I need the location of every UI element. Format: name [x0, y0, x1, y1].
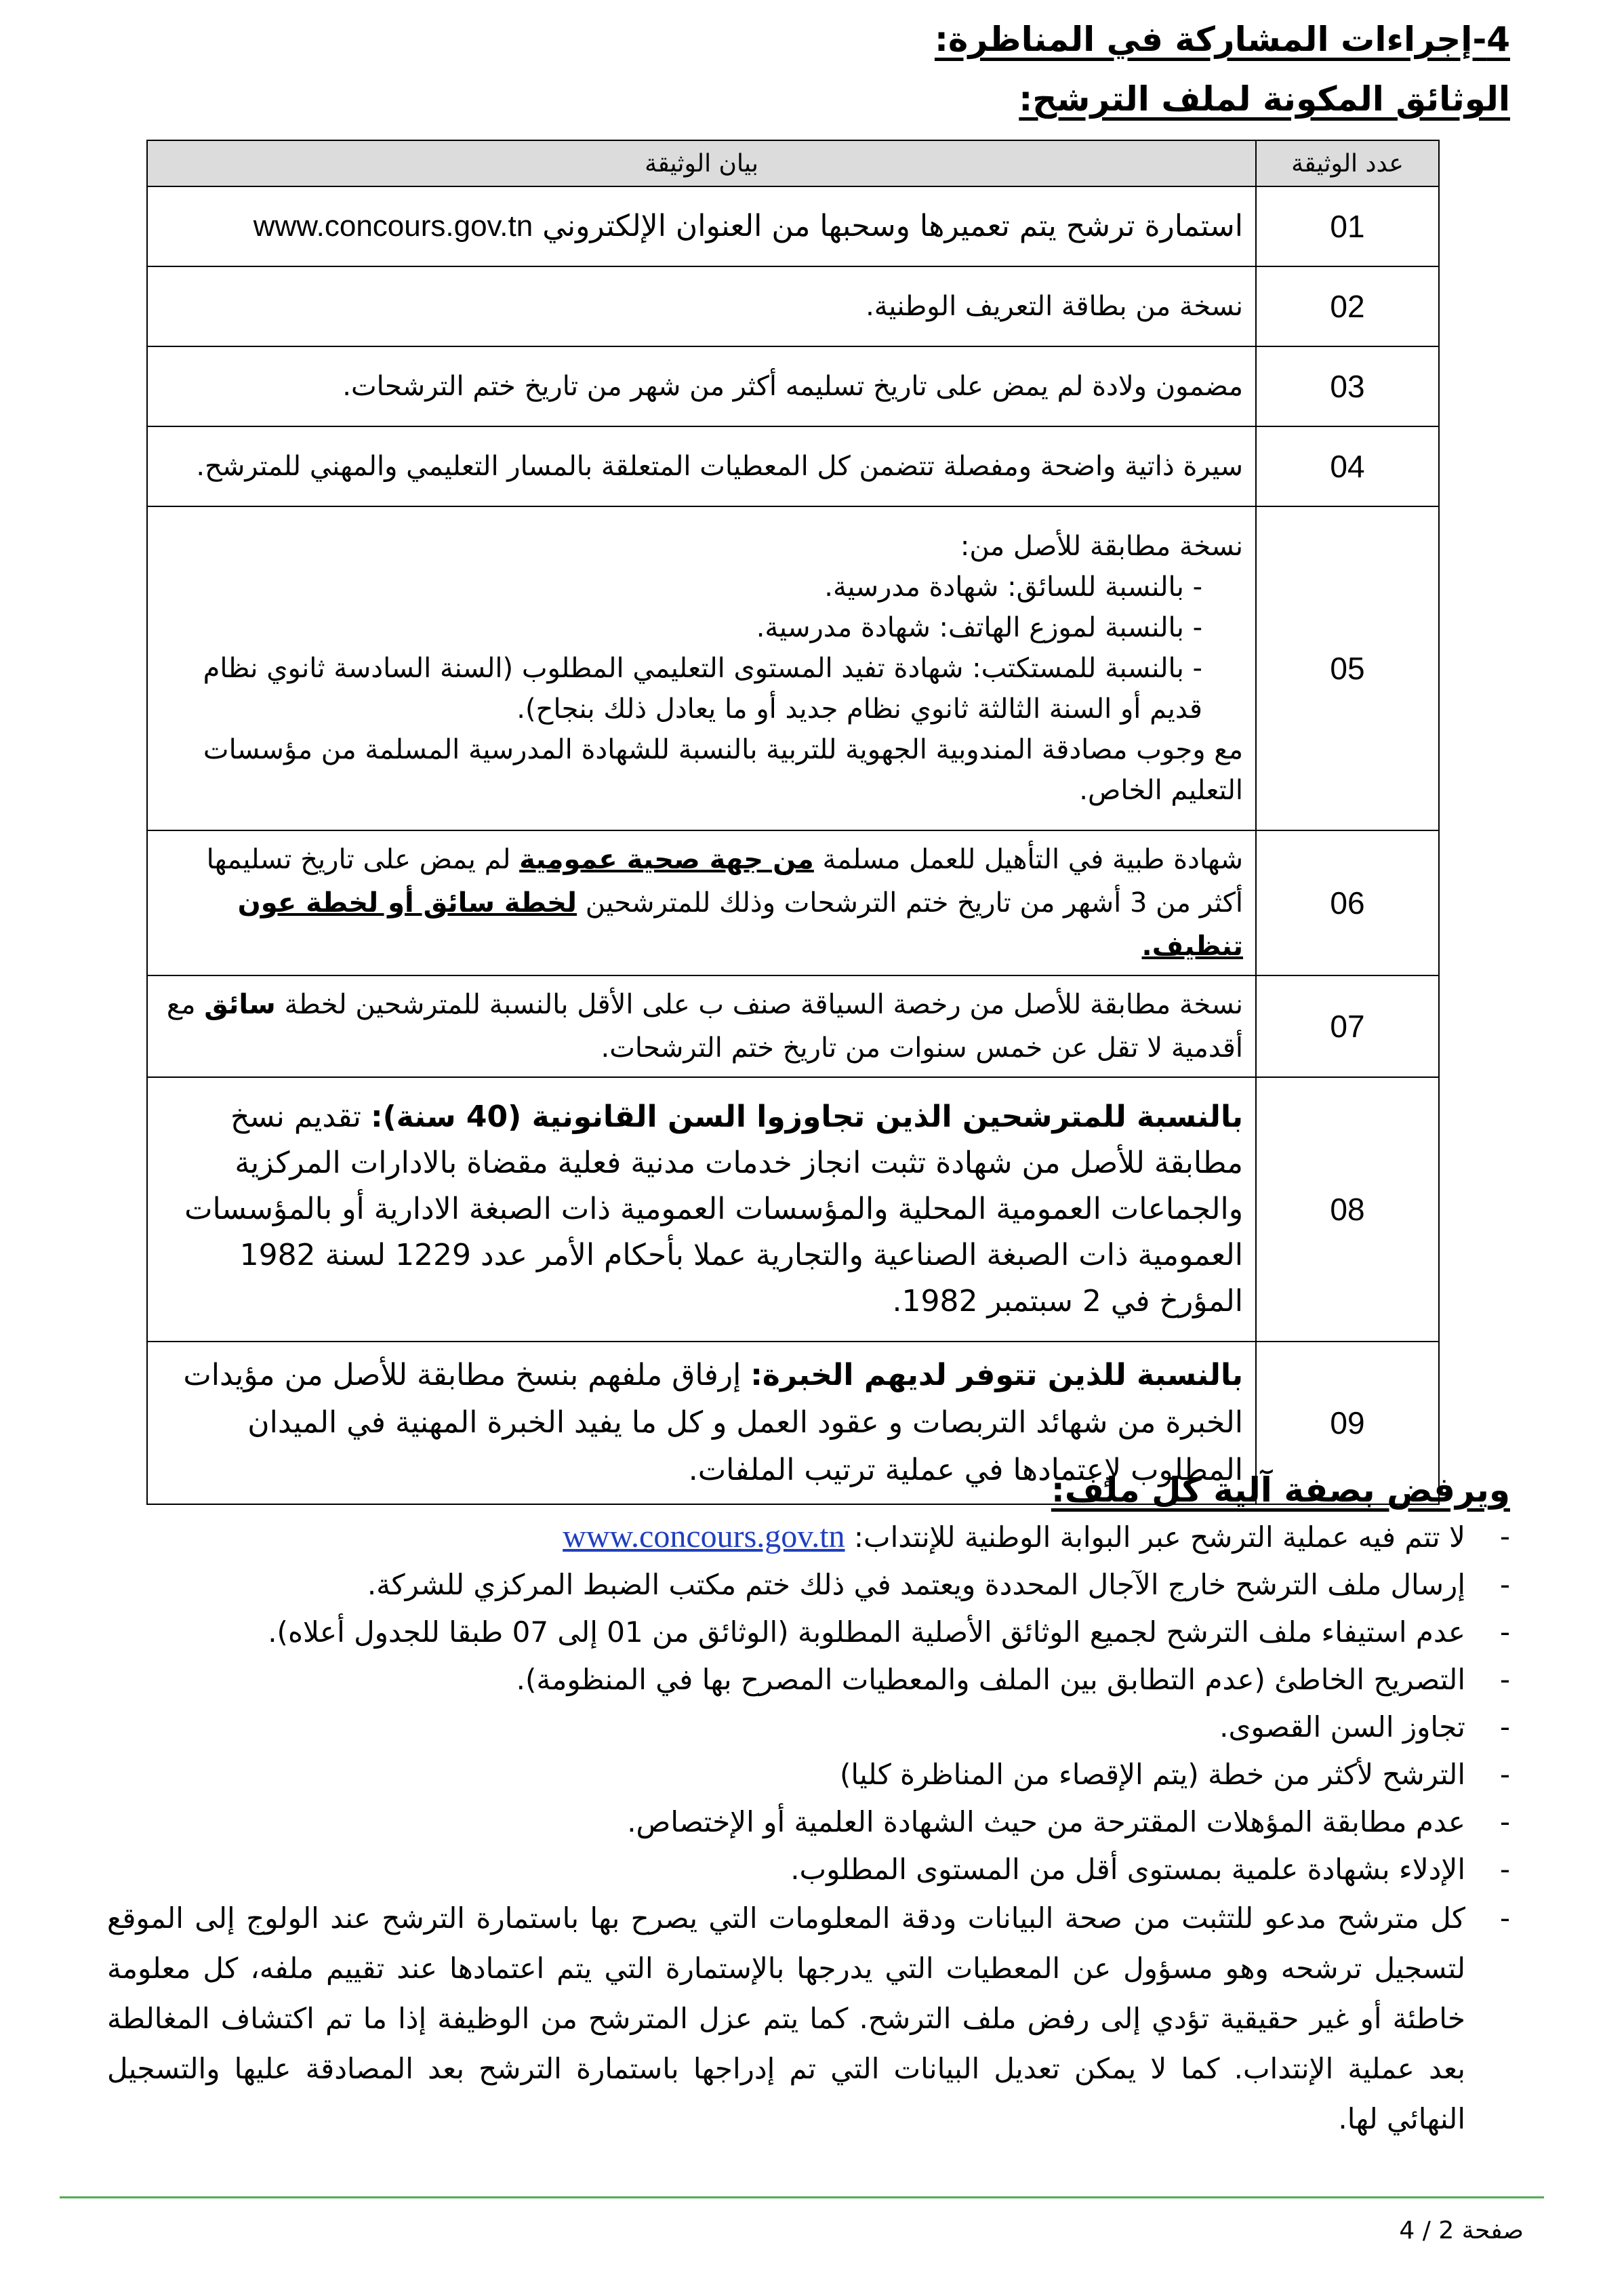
- table-row: [147, 266, 1439, 346]
- row-number: 05: [1256, 506, 1439, 830]
- list-item: [107, 1609, 1510, 1656]
- documents-title: الوثائق المكونة لملف الترشح:: [1019, 79, 1510, 119]
- list-item-text: لا تتم فيه عملية الترشح عبر البوابة الوطنية للإنتداب:: [853, 1520, 1465, 1554]
- row-description: [147, 830, 1256, 975]
- row-item-clerk: - بالنسبة للمستكتب: شهادة تفيد المستوى التعليمي المطلوب (السنة السادسة ثانوي نظام قديم أو السنة الثالثة ثانوي نظام جديد أو ما يعادل ذلك بنجاح).: [203, 653, 1202, 725]
- bullet-dash: -: [1499, 1710, 1510, 1744]
- table-row: [147, 975, 1439, 1077]
- page-number: صفحة 2 / 4: [1399, 2217, 1524, 2244]
- row-item-driver: - بالنسبة للسائق: شهادة مدرسية.: [824, 571, 1202, 603]
- bullet-dash: -: [1499, 1520, 1510, 1553]
- table-row: [147, 1077, 1439, 1342]
- list-item: [107, 1561, 1510, 1609]
- footer-divider: [60, 2196, 1544, 2198]
- bullet-dash: -: [1499, 1615, 1510, 1649]
- row-number: 08: [1256, 1077, 1439, 1342]
- row-number: 02: [1256, 266, 1439, 346]
- bullet-dash: -: [1499, 1853, 1510, 1886]
- row-description: [147, 1077, 1256, 1342]
- list-item-text: الإدلاء بشهادة علمية بمستوى أقل من المستوى المطلوب.: [790, 1853, 1465, 1886]
- bullet-dash: -: [1499, 1568, 1510, 1601]
- row-number: 06: [1256, 830, 1439, 975]
- row-text: إرفاق ملفهم بنسخ مطابقة للأصل من مؤيدات الخبرة من شهائد التربصات و عقود العمل و كل ما يفيد الخبرة المهنية في الميدان المطلوب لإعتمادها في عملية ترتيب الملفات.: [183, 1358, 1243, 1487]
- list-item: [107, 1656, 1510, 1704]
- table-row: [147, 506, 1439, 830]
- table-row: [147, 346, 1439, 426]
- list-item: [107, 1704, 1510, 1751]
- header-number: عدد الوثيقة: [1256, 140, 1439, 186]
- row-text: مع أقدمية لا تقل عن خمس سنوات من تاريخ ختم الترشحات.: [166, 989, 1243, 1064]
- section-title: 4-إجراءات المشاركة في المناظرة:: [934, 20, 1510, 59]
- row-number: 07: [1256, 975, 1439, 1077]
- row-emphasis: سائق: [204, 989, 276, 1020]
- list-item-text: الترشح لأكثر من خطة (يتم الإقصاء من المناظرة كليا): [839, 1758, 1465, 1791]
- row-description: نسخة من بطاقة التعريف الوطنية.: [147, 266, 1256, 346]
- list-item: [107, 1846, 1510, 1893]
- row-number: 04: [1256, 426, 1439, 506]
- row-description: [147, 186, 1256, 266]
- list-item: [107, 1513, 1510, 1561]
- row-emphasis: بالنسبة للمترشحين الذين تجاوزوا السن القانونية (40 سنة):: [370, 1100, 1243, 1134]
- row-emphasis: لخطة سائق أو لخطة عون تنظيف.: [237, 887, 1243, 962]
- list-item: [107, 1798, 1510, 1846]
- table-row: [147, 830, 1439, 975]
- documents-table: [146, 140, 1440, 1505]
- rejection-title: ويرفض بصفة آلية كل ملف:: [1051, 1470, 1510, 1510]
- row-number: 09: [1256, 1342, 1439, 1504]
- rejection-list: [107, 1513, 1510, 2144]
- list-item-text: كل مترشح مدعو للتثبت من صحة البيانات ودقة المعلومات التي يصرح بها باستمارة الترشح عند الولوج إلى الموقع لتسجيل ترشحه وهو مسؤول عن المعطيات التي يدرجها بالإستمارة التي يتم اعتمادها عند تقييم ملفه، كل معلومة خاطئة أو غير حقيقية تؤدي إلى رفض ملف الترشح. كما يتم عزل المترشح من الوظيفة إذا ما تم اكتشاف المغالطة بعد عملية الإنتداب. كما لا يمكن تعديل البيانات التي تم إدراجها باستمارة الترشح بعد المصادقة عليها والتسجيل النهائي لها.: [107, 1901, 1465, 2135]
- bullet-dash: -: [1499, 1758, 1510, 1791]
- list-item-text: تجاوز السن القصوى.: [1219, 1710, 1465, 1744]
- list-item-text: عدم استيفاء ملف الترشح لجميع الوثائق الأصلية المطلوبة (الوثائق من 01 إلى 07 طبقا للجدول أعلاه).: [268, 1615, 1465, 1649]
- bullet-dash: -: [1499, 1901, 1510, 1935]
- row-text: شهادة طبية في التأهيل للعمل مسلمة: [813, 844, 1243, 875]
- bullet-dash: -: [1499, 1663, 1510, 1696]
- row-text: لم يمض على تاريخ تسليمها أكثر من 3 أشهر من تاريخ ختم الترشحات وذلك للمترشحين: [206, 844, 1243, 919]
- row-number: 03: [1256, 346, 1439, 426]
- row-text: تقديم نسخ مطابقة للأصل من شهادة تثبت انجاز خدمات مدنية فعلية مقضاة بالادارات المركزية والجماعات العمومية المحلية والمؤسسات العمومية ذات الصبغة الادارية أو بالمؤسسات العمومية ذات الصبغة الصناعية والتجارية عملا بأحكام الأمر عدد 1229 لسنة 1982 المؤرخ في 2 سبتمبر 1982.: [184, 1100, 1243, 1318]
- row-description: [147, 975, 1256, 1077]
- row-note: مع وجوب مصادقة المندوبية الجهوية للتربية بالنسبة للشهادة المدرسية المسلمة من مؤسسات التعليم الخاص.: [203, 734, 1243, 806]
- row-description: سيرة ذاتية واضحة ومفصلة تتضمن كل المعطيات المتعلقة بالمسار التعليمي والمهني للمترشح.: [147, 426, 1256, 506]
- row-text: نسخة مطابقة للأصل من رخصة السياقة صنف ب على الأقل بالنسبة للمترشحين لخطة: [275, 989, 1243, 1020]
- row-emphasis: من جهة صحية عمومية: [519, 844, 814, 875]
- row-emphasis: بالنسبة للذين تتوفر لديهم الخبرة:: [750, 1358, 1243, 1392]
- bullet-dash: -: [1499, 1805, 1510, 1838]
- row-text: استمارة ترشح يتم تعميرها وسحبها من العنوان الإلكتروني: [542, 209, 1243, 243]
- list-item-text: عدم مطابقة المؤهلات المقترحة من حيث الشهادة العلمية أو الإختصاص.: [627, 1805, 1465, 1838]
- row-number: 01: [1256, 186, 1439, 266]
- website-link[interactable]: www.concours.gov.tn: [563, 1518, 845, 1554]
- list-item-text: إرسال ملف الترشح خارج الآجال المحددة ويعتمد في ذلك ختم مكتب الضبط المركزي للشركة.: [367, 1568, 1465, 1601]
- row-description: مضمون ولادة لم يمض على تاريخ تسليمه أكثر من شهر من تاريخ ختم الترشحات.: [147, 346, 1256, 426]
- row-intro: نسخة مطابقة للأصل من:: [960, 531, 1243, 562]
- list-item-text: التصريح الخاطئ (عدم التطابق بين الملف والمعطيات المصرح بها في المنظومة).: [516, 1663, 1465, 1696]
- row-item-phone: - بالنسبة لموزع الهاتف: شهادة مدرسية.: [756, 612, 1202, 643]
- table-row: [147, 186, 1439, 266]
- table-header-row: [147, 140, 1439, 186]
- list-item: [107, 1751, 1510, 1798]
- row-description: [147, 506, 1256, 830]
- table-row: [147, 426, 1439, 506]
- website-url: www.concours.gov.tn: [253, 209, 533, 243]
- header-description: بيان الوثيقة: [147, 140, 1256, 186]
- list-item: [107, 1893, 1510, 2144]
